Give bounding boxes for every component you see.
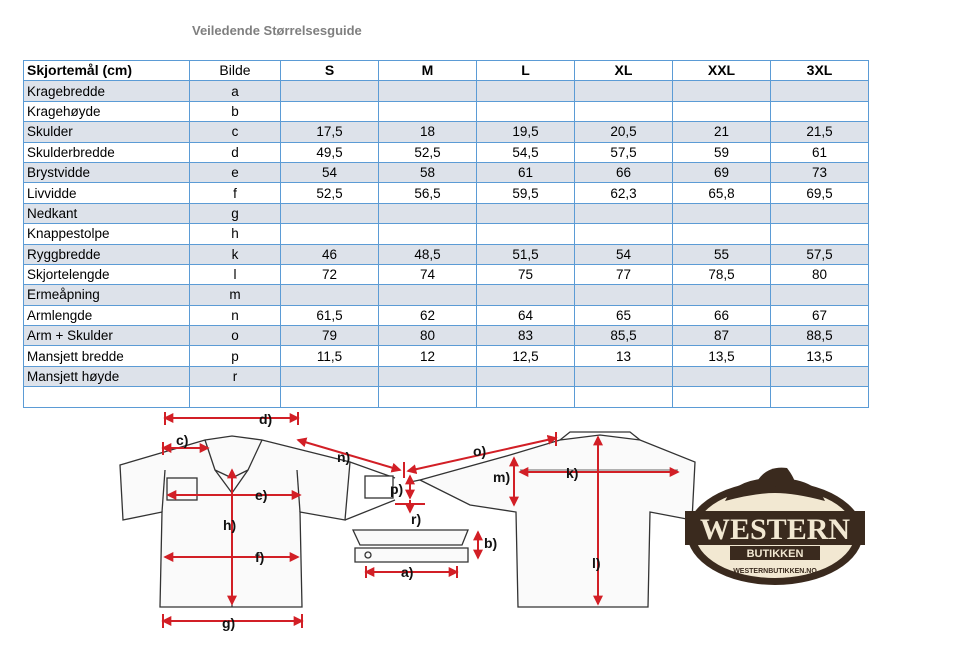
label-k: k) bbox=[566, 465, 579, 481]
bilde-letter-cell: o bbox=[190, 326, 281, 346]
header-cell: XL bbox=[575, 61, 673, 81]
size-value-cell: 72 bbox=[281, 264, 379, 284]
size-value-cell: 62,3 bbox=[575, 183, 673, 203]
label-h: h) bbox=[223, 517, 237, 533]
bilde-letter-cell: h bbox=[190, 224, 281, 244]
measure-name-cell: Skulder bbox=[24, 122, 190, 142]
size-value-cell: 64 bbox=[477, 305, 575, 325]
measure-name-cell: Mansjett bredde bbox=[24, 346, 190, 366]
size-value-cell: 46 bbox=[281, 244, 379, 264]
size-value-cell: 49,5 bbox=[281, 142, 379, 162]
size-value-cell: 73 bbox=[771, 162, 869, 182]
size-value-cell: 58 bbox=[379, 162, 477, 182]
label-n: n) bbox=[337, 449, 351, 465]
bilde-letter-cell: b bbox=[190, 101, 281, 121]
bilde-letter-cell: f bbox=[190, 183, 281, 203]
label-o: o) bbox=[473, 443, 487, 459]
size-value-cell: 62 bbox=[379, 305, 477, 325]
measure-name-cell: Mansjett høyde bbox=[24, 366, 190, 386]
size-value-cell: 54 bbox=[575, 244, 673, 264]
measure-name-cell: Kragebredde bbox=[24, 81, 190, 101]
header-cell: L bbox=[477, 61, 575, 81]
header-cell: Bilde bbox=[190, 61, 281, 81]
size-value-cell: 18 bbox=[379, 122, 477, 142]
header-cell: S bbox=[281, 61, 379, 81]
measure-name-cell: Skulderbredde bbox=[24, 142, 190, 162]
size-value-cell: 19,5 bbox=[477, 122, 575, 142]
size-value-cell: 74 bbox=[379, 264, 477, 284]
size-value-cell: 65,8 bbox=[673, 183, 771, 203]
measure-name-cell: Livvidde bbox=[24, 183, 190, 203]
bilde-letter-cell: r bbox=[190, 366, 281, 386]
header-cell: M bbox=[379, 61, 477, 81]
label-d: d) bbox=[259, 411, 273, 427]
size-value-cell: 59,5 bbox=[477, 183, 575, 203]
size-value-cell: 66 bbox=[673, 305, 771, 325]
size-value-cell: 21,5 bbox=[771, 122, 869, 142]
logo-url: WESTERNBUTIKKEN.NO bbox=[733, 568, 817, 575]
size-value-cell: 21 bbox=[673, 122, 771, 142]
size-value-cell: 88,5 bbox=[771, 326, 869, 346]
page-title: Veiledende Størrelsesguide bbox=[192, 23, 362, 38]
size-value-cell: 17,5 bbox=[281, 122, 379, 142]
size-value-cell: 78,5 bbox=[673, 264, 771, 284]
size-value-cell: 57,5 bbox=[771, 244, 869, 264]
bilde-letter-cell: a bbox=[190, 81, 281, 101]
size-value-cell: 80 bbox=[379, 326, 477, 346]
label-l: l) bbox=[592, 555, 601, 571]
size-value-cell: 69,5 bbox=[771, 183, 869, 203]
size-value-cell: 13,5 bbox=[673, 346, 771, 366]
size-value-cell: 65 bbox=[575, 305, 673, 325]
bilde-letter-cell: p bbox=[190, 346, 281, 366]
label-b: b) bbox=[484, 535, 498, 551]
bilde-letter-cell: n bbox=[190, 305, 281, 325]
measure-name-cell: Brystvidde bbox=[24, 162, 190, 182]
bilde-letter-cell: k bbox=[190, 244, 281, 264]
size-value-cell: 12 bbox=[379, 346, 477, 366]
size-value-cell: 61 bbox=[771, 142, 869, 162]
label-a: a) bbox=[401, 564, 414, 580]
label-m: m) bbox=[493, 469, 511, 485]
measure-name-cell: Ryggbredde bbox=[24, 244, 190, 264]
logo-sub: BUTIKKEN bbox=[746, 548, 804, 560]
label-r: r) bbox=[411, 511, 422, 527]
logo-word: WESTERN bbox=[699, 513, 851, 546]
bilde-letter-cell: e bbox=[190, 162, 281, 182]
size-value-cell: 12,5 bbox=[477, 346, 575, 366]
size-value-cell: 57,5 bbox=[575, 142, 673, 162]
measure-name-cell: Knappestolpe bbox=[24, 224, 190, 244]
size-value-cell: 56,5 bbox=[379, 183, 477, 203]
size-value-cell: 69 bbox=[673, 162, 771, 182]
size-value-cell: 80 bbox=[771, 264, 869, 284]
measure-name-cell: Skjortelengde bbox=[24, 264, 190, 284]
size-value-cell: 54 bbox=[281, 162, 379, 182]
bilde-letter-cell: c bbox=[190, 122, 281, 142]
measure-name-cell: Kragehøyde bbox=[24, 101, 190, 121]
header-cell: XXL bbox=[673, 61, 771, 81]
measure-name-cell: Armlengde bbox=[24, 305, 190, 325]
label-f: f) bbox=[255, 549, 265, 565]
header-cell: Skjortemål (cm) bbox=[24, 61, 190, 81]
size-value-cell: 55 bbox=[673, 244, 771, 264]
size-value-cell: 11,5 bbox=[281, 346, 379, 366]
size-value-cell: 83 bbox=[477, 326, 575, 346]
label-g: g) bbox=[222, 615, 236, 631]
size-value-cell: 66 bbox=[575, 162, 673, 182]
size-value-cell: 77 bbox=[575, 264, 673, 284]
size-value-cell: 75 bbox=[477, 264, 575, 284]
size-value-cell: 51,5 bbox=[477, 244, 575, 264]
size-value-cell: 61,5 bbox=[281, 305, 379, 325]
size-value-cell: 52,5 bbox=[281, 183, 379, 203]
bilde-letter-cell: l bbox=[190, 264, 281, 284]
bilde-letter-cell: d bbox=[190, 142, 281, 162]
bilde-letter-cell: g bbox=[190, 203, 281, 223]
label-c: c) bbox=[176, 432, 189, 448]
size-value-cell: 52,5 bbox=[379, 142, 477, 162]
measure-name-cell: Ermeåpning bbox=[24, 285, 190, 305]
measure-name-cell: Nedkant bbox=[24, 203, 190, 223]
size-value-cell: 61 bbox=[477, 162, 575, 182]
size-value-cell: 48,5 bbox=[379, 244, 477, 264]
label-e: e) bbox=[255, 487, 268, 503]
label-p: p) bbox=[390, 481, 404, 497]
measure-name-cell: Arm + Skulder bbox=[24, 326, 190, 346]
size-value-cell: 20,5 bbox=[575, 122, 673, 142]
header-cell: 3XL bbox=[771, 61, 869, 81]
size-value-cell: 85,5 bbox=[575, 326, 673, 346]
size-value-cell: 59 bbox=[673, 142, 771, 162]
size-value-cell: 79 bbox=[281, 326, 379, 346]
size-value-cell: 67 bbox=[771, 305, 869, 325]
bilde-letter-cell: m bbox=[190, 285, 281, 305]
size-value-cell: 13,5 bbox=[771, 346, 869, 366]
size-value-cell: 13 bbox=[575, 346, 673, 366]
size-value-cell: 54,5 bbox=[477, 142, 575, 162]
size-value-cell: 87 bbox=[673, 326, 771, 346]
